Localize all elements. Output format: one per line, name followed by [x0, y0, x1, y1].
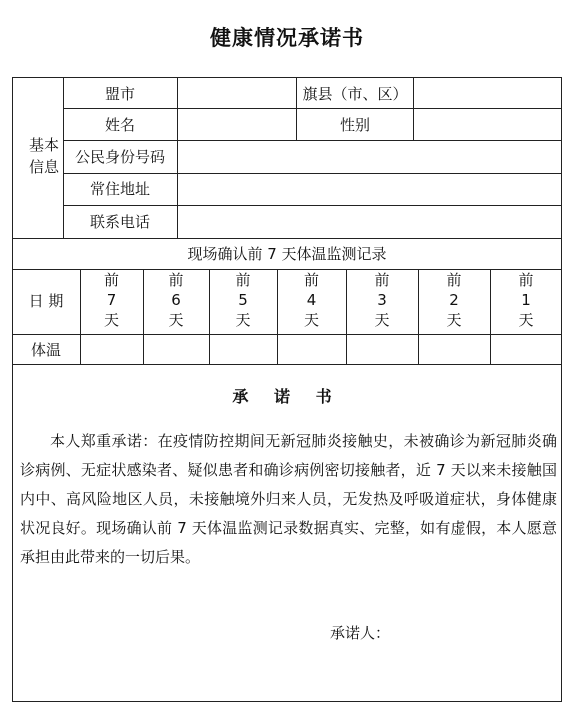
day-number: 3 [377, 291, 387, 309]
basic-info-section-label [27, 134, 61, 178]
temperature-record-header: 现场确认前 7 天体温监测记录 [187, 245, 387, 263]
day-column-6 [143, 270, 209, 330]
gender-field[interactable] [414, 109, 561, 139]
pledge-body: 本人郑重承诺：在疫情防控期间无新冠肺炎接触史，未被确诊为新冠肺炎确诊病例、无症状感染者、疑似患者和确诊病例密切接触者，近 7 天以来未接触国内中、高风险地区人员，未接触境外归来人员，无发热及呼吸道症状，身体健康状况良好。现场确认前 7 天体温监测记录数据真实、完整，如有虚假，本人愿意承担由此带来的一切后果。 [20, 432, 557, 566]
basic-info-label-text: 基本信息 [28, 136, 59, 176]
day-suffix: 天 [374, 311, 390, 329]
day-number: 6 [171, 291, 181, 309]
name-label: 姓名 [104, 116, 135, 134]
county-field[interactable] [414, 78, 561, 107]
row-divider [12, 364, 562, 365]
day-prefix: 前 [235, 271, 251, 289]
temperature-day-1-field[interactable] [491, 335, 561, 363]
signer-label: 承诺人： [330, 624, 391, 642]
day-column-1 [490, 270, 562, 330]
phone-field[interactable] [178, 206, 561, 237]
document-title: 健康情况承诺书 [210, 26, 364, 50]
day-suffix: 天 [103, 311, 119, 329]
day-column-2 [418, 270, 490, 330]
day-number: 2 [449, 291, 459, 309]
address-field[interactable] [178, 174, 561, 204]
temperature-label: 体温 [30, 341, 61, 359]
league-city-label: 盟市 [104, 85, 135, 103]
day-number: 1 [521, 291, 531, 309]
day-prefix: 前 [374, 271, 390, 289]
day-prefix: 前 [303, 271, 319, 289]
temperature-day-5-field[interactable] [210, 335, 276, 363]
day-suffix: 天 [168, 311, 184, 329]
day-number: 7 [106, 291, 117, 309]
temperature-day-7-field[interactable] [81, 335, 142, 363]
id-number-label: 公民身份号码 [74, 148, 165, 166]
day-column-3 [346, 270, 418, 330]
id-number-field[interactable] [178, 141, 561, 172]
signer-signature-field[interactable] [392, 620, 542, 642]
address-label: 常住地址 [89, 180, 150, 198]
day-suffix: 天 [518, 311, 534, 329]
day-suffix: 天 [235, 311, 251, 329]
pledge-title: 承 诺 书 [232, 387, 342, 406]
day-column-5 [209, 270, 277, 330]
day-number: 5 [238, 291, 248, 309]
row-divider [12, 238, 562, 239]
temperature-day-2-field[interactable] [419, 335, 489, 363]
day-number: 4 [306, 291, 317, 309]
temperature-day-4-field[interactable] [278, 335, 345, 363]
day-column-4 [277, 270, 346, 330]
temperature-day-3-field[interactable] [347, 335, 417, 363]
day-prefix: 前 [446, 271, 462, 289]
date-label: 日 期 [28, 292, 64, 310]
phone-label: 联系电话 [89, 213, 150, 231]
day-prefix: 前 [103, 271, 119, 289]
day-prefix: 前 [168, 271, 184, 289]
day-suffix: 天 [446, 311, 462, 329]
league-city-field[interactable] [178, 78, 295, 107]
name-field[interactable] [178, 109, 295, 139]
county-label: 旗县（市、区） [302, 85, 408, 103]
day-suffix: 天 [303, 311, 319, 329]
gender-label: 性别 [339, 116, 370, 134]
temperature-day-6-field[interactable] [144, 335, 208, 363]
day-prefix: 前 [518, 271, 534, 289]
day-column-7 [80, 270, 143, 330]
